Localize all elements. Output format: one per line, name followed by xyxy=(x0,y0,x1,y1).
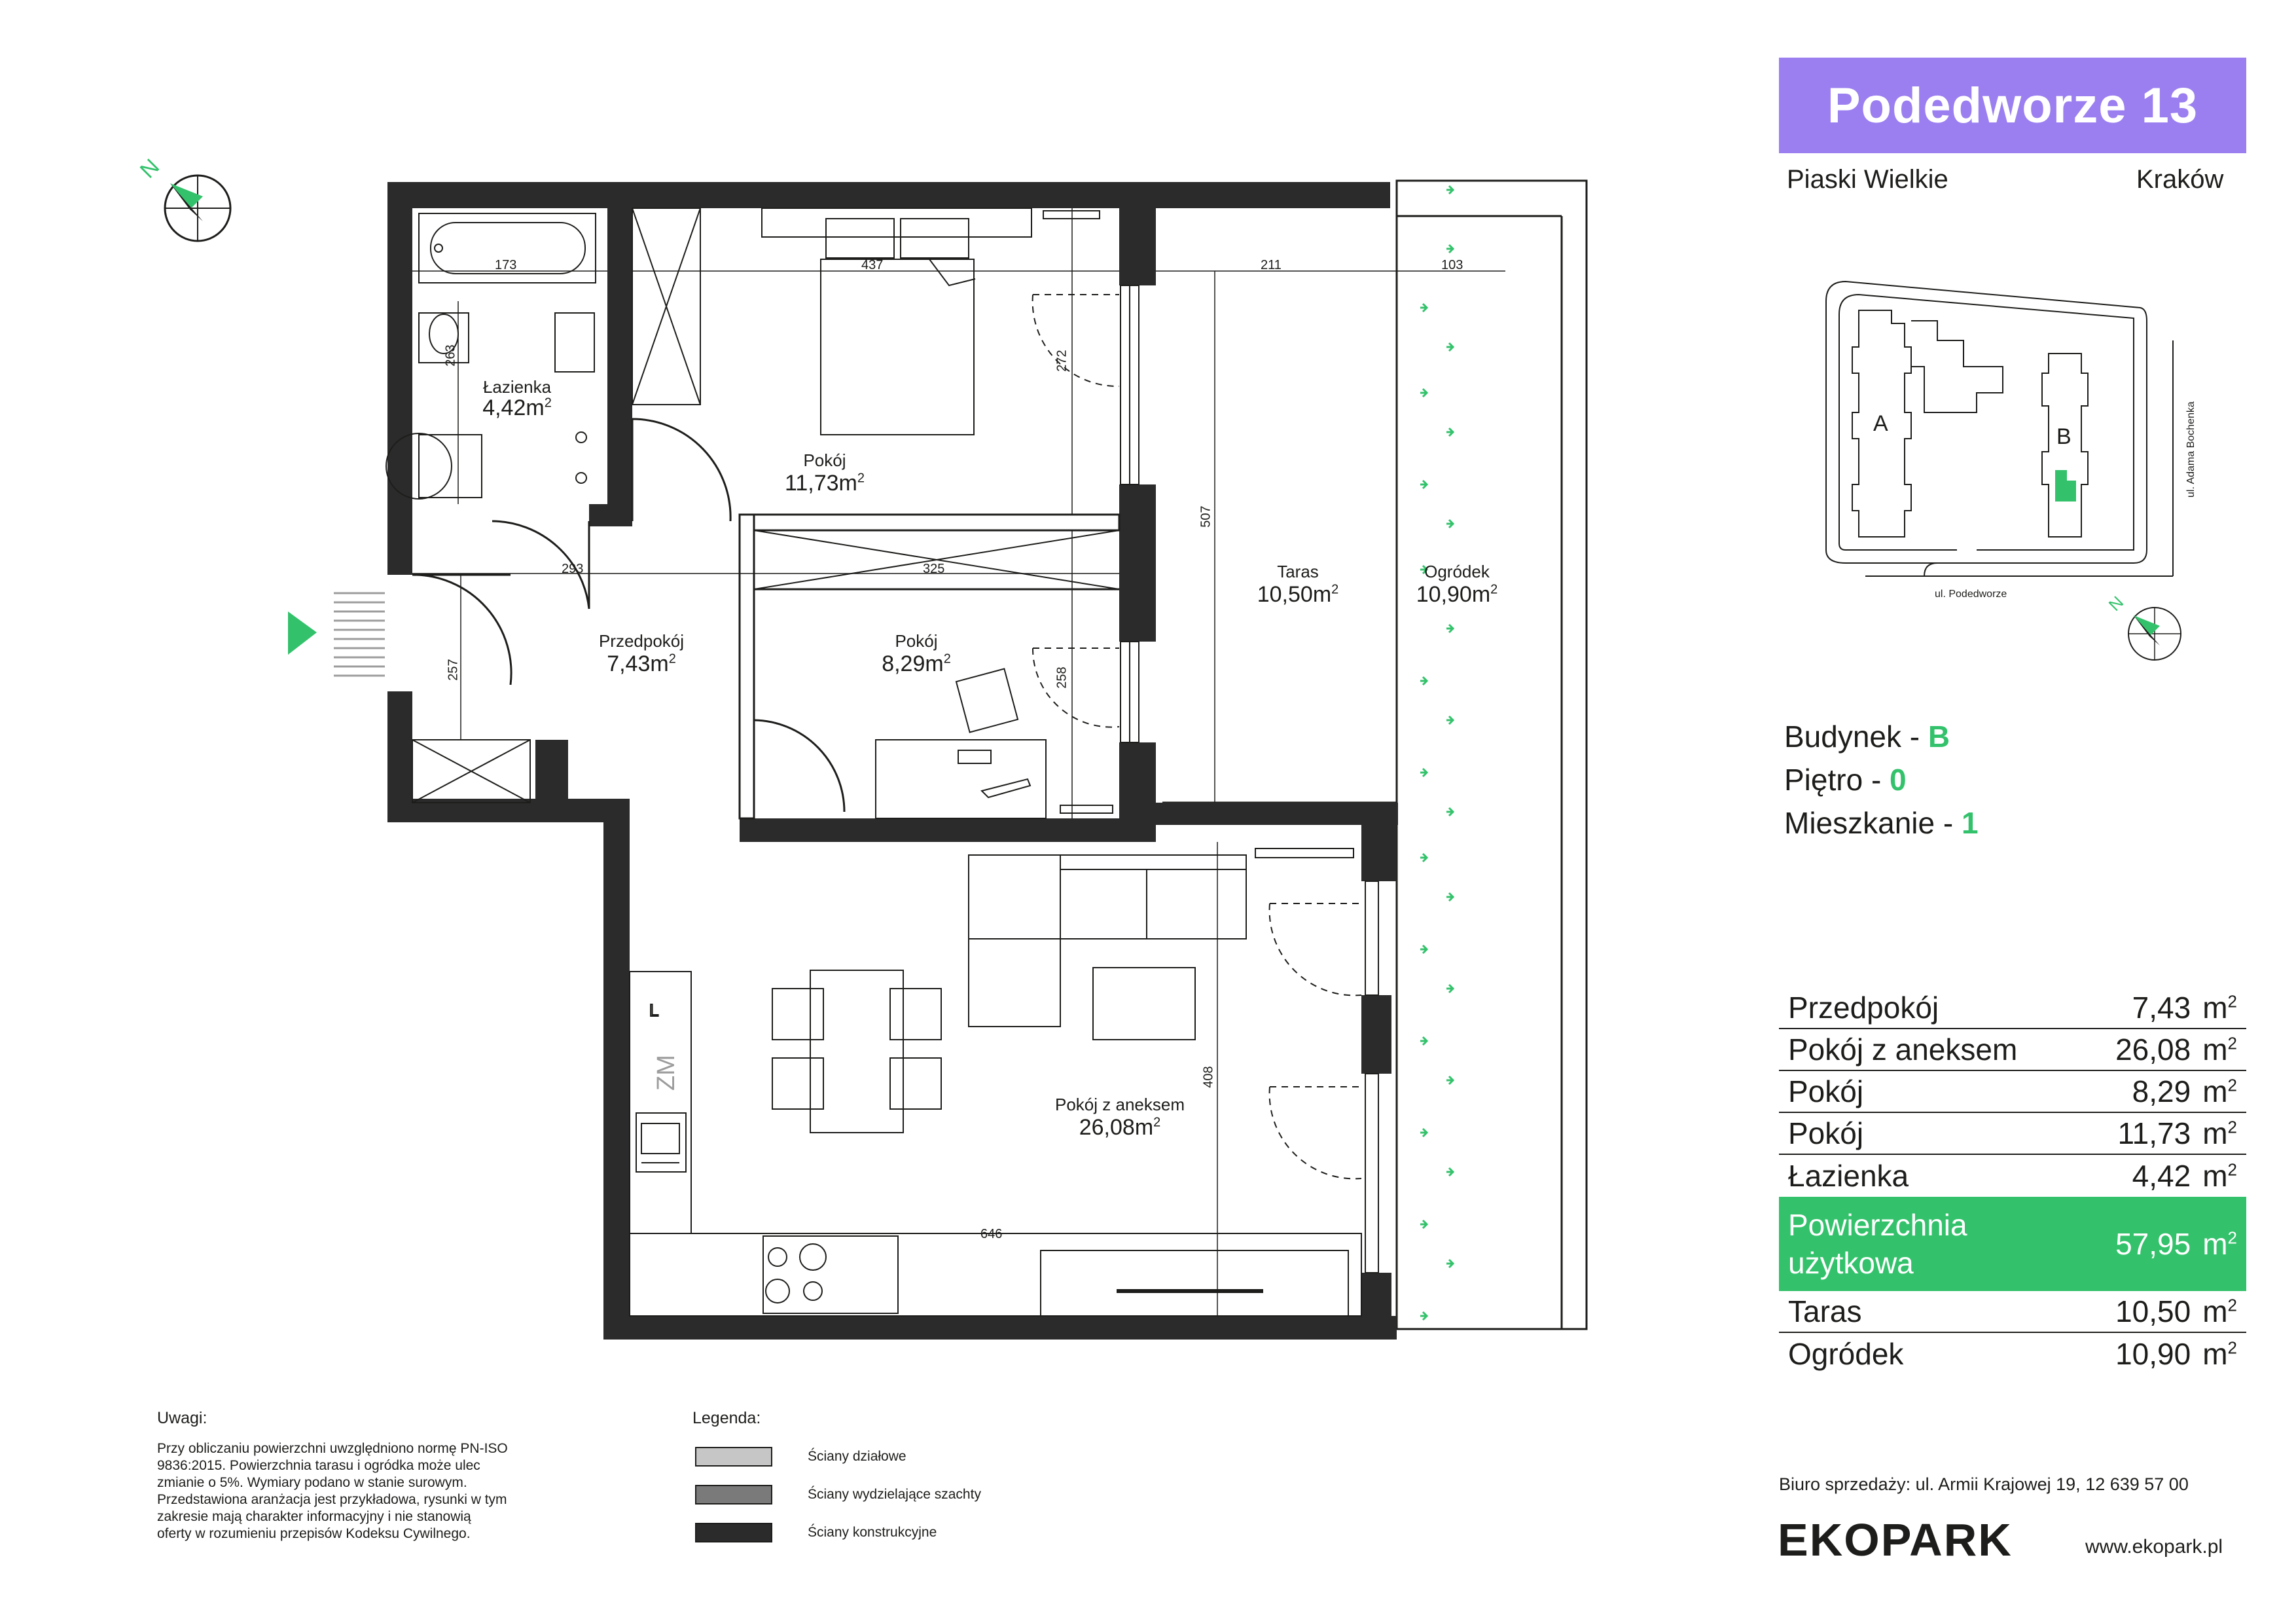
area-value: 10,90 xyxy=(2115,1337,2191,1371)
area-row: Pokój z aneksem 26,08 $m^2$ xyxy=(1779,1029,2246,1071)
area-value: 10,50 xyxy=(2115,1294,2191,1328)
total-area-label xyxy=(1788,1206,1967,1282)
notes-body xyxy=(157,1440,576,1542)
room-label-terrace: Taras $10,50m^2$ xyxy=(1236,562,1360,608)
building-b-label: B xyxy=(2056,424,2072,449)
north-compass-icon xyxy=(135,155,230,241)
dim-label: 211 xyxy=(1261,258,1282,272)
area-row: Łazienka 4,42 $m^2$ xyxy=(1788,1159,2237,1193)
area-unit: m xyxy=(2202,1294,2228,1328)
entry-arrow-icon xyxy=(288,611,317,655)
note-line: Przy obliczaniu powierzchni uwzględniono normę PN-ISO xyxy=(157,1441,508,1456)
site-plan xyxy=(1806,262,2199,681)
area-label: Taras xyxy=(1788,1294,1862,1328)
legend-item xyxy=(695,1485,981,1504)
dim-label: 257 xyxy=(446,659,461,681)
area-unit: m xyxy=(2202,1159,2228,1193)
zm-label: ZM xyxy=(653,1055,680,1091)
note-line: zmianie o 5%. Wymiary podano w stanie surowym. xyxy=(157,1475,467,1490)
legend-title: Legenda: xyxy=(692,1409,761,1427)
ekopark-logo: EKOPARK xyxy=(1778,1514,2013,1565)
area-row: Przedpokój 7,43 $m^2$ xyxy=(1779,987,2246,1029)
door-mat xyxy=(334,593,385,676)
area-value: 8,29 xyxy=(2132,1074,2191,1108)
washbasin xyxy=(555,313,594,372)
location-district: Piaski Wielkie xyxy=(1787,165,1948,194)
area-table xyxy=(1779,987,2246,1375)
area-label: Pokój xyxy=(1788,1074,1864,1108)
legend-label: Ściany wydzielające szachty xyxy=(808,1487,981,1502)
dim-label: 408 xyxy=(1201,1066,1216,1088)
room-label-garden: Ogródek $10,90m^2$ xyxy=(1398,562,1516,608)
area-value: 4,42 xyxy=(2132,1159,2191,1193)
street-label: ul. Adama Bochenka xyxy=(2185,401,2197,498)
dim-label: 263 xyxy=(443,344,458,367)
area-unit: m xyxy=(2202,1074,2228,1108)
room-area: 10,50m xyxy=(1257,582,1332,607)
room-area: 10,90m xyxy=(1416,582,1491,607)
room-name: Pokój z aneksem xyxy=(1055,1095,1185,1114)
coffee-table xyxy=(1093,968,1195,1040)
sofa xyxy=(969,855,1246,939)
area-value: 11,73 xyxy=(2117,1116,2191,1150)
dim-label: 646 xyxy=(980,1227,1003,1241)
room-name: Łazienka xyxy=(482,377,552,397)
legend-swatch-partition xyxy=(695,1447,772,1467)
area-label: Ogródek xyxy=(1788,1337,1904,1371)
garden-arrows xyxy=(1420,186,1453,1320)
room-name: Przedpokój xyxy=(598,631,685,651)
legend-swatch-structural xyxy=(695,1523,772,1542)
total-area-value: 57,95 xyxy=(2115,1227,2191,1261)
room-name: Pokój xyxy=(803,450,846,470)
apartment-info xyxy=(1784,805,1979,841)
room-area: 8,29m xyxy=(882,651,944,676)
kitchen-counter-left xyxy=(630,972,691,1233)
note-line: zakresie mają charakter informacyjny i nie stanowią xyxy=(157,1509,471,1524)
area-unit: m xyxy=(2202,991,2228,1025)
dim-label: 103 xyxy=(1441,258,1463,272)
room-area: 7,43m xyxy=(607,651,669,676)
area-label: Pokój z aneksem xyxy=(1788,1032,2018,1067)
room-area: 26,08m xyxy=(1079,1115,1154,1140)
location-city: Kraków xyxy=(2136,165,2224,194)
svg-text:L: L xyxy=(649,1000,659,1020)
area-row: Ogródek 10,90 $m^2$ xyxy=(1788,1337,2237,1371)
legend-label: Ściany konstrukcyjne xyxy=(808,1525,937,1540)
garden-strip xyxy=(1397,181,1587,1329)
area-label: Pokój xyxy=(1788,1116,1864,1150)
apartment-label: Mieszkanie - xyxy=(1784,806,1962,840)
room-name: Taras xyxy=(1277,562,1319,581)
dim-label: 507 xyxy=(1198,505,1213,528)
building-value: B xyxy=(1928,720,1950,754)
area-row: Pokój 11,73 $m^2$ xyxy=(1779,1113,2246,1155)
site-compass-icon xyxy=(2105,592,2181,660)
legend-label: Ściany działowe xyxy=(808,1449,906,1464)
room-label-small-room: Pokój $8,29m^2$ xyxy=(857,631,975,677)
dining-table xyxy=(810,970,903,1133)
room-name: Ogródek xyxy=(1424,562,1490,581)
area-value: 26,08 xyxy=(2115,1032,2191,1067)
svg-text:N: N xyxy=(2104,592,2128,615)
desk xyxy=(876,740,1046,818)
area-label: Przedpokój xyxy=(1788,991,1939,1025)
note-line: oferty w rozumieniu przepisów Kodeksu Cywilnego. xyxy=(157,1526,471,1541)
area-label: Łazienka xyxy=(1788,1159,1909,1193)
area-unit: m xyxy=(2202,1032,2228,1067)
floor-value: 0 xyxy=(1890,763,1907,797)
building-info xyxy=(1784,719,1950,754)
legend-item xyxy=(695,1523,981,1542)
area-unit: m xyxy=(2202,1337,2228,1371)
room-area: 11,73m xyxy=(784,471,857,496)
building-label: Budynek - xyxy=(1784,720,1928,754)
area-value: 7,43 xyxy=(2132,991,2191,1025)
building-a-label: A xyxy=(1873,411,1888,436)
dim-label: 325 xyxy=(923,562,945,576)
room-label-living: Pokój z aneksem $26,08m^2$ xyxy=(1031,1095,1208,1140)
sales-office: Biuro sprzedaży: ul. Armii Krajowej 19, 12 639 57 00 xyxy=(1779,1474,2189,1494)
window-swings xyxy=(1033,295,1361,1178)
legend-item xyxy=(695,1447,981,1467)
room-name: Pokój xyxy=(895,631,938,651)
room-area: 4,42m xyxy=(482,395,545,420)
kitchen-counter-bottom xyxy=(630,1233,1361,1316)
website-link[interactable]: www.ekopark.pl xyxy=(2085,1536,2223,1558)
total-label-line-1: Powierzchnia xyxy=(1788,1208,1967,1242)
dim-label: 173 xyxy=(495,258,517,272)
area-unit: m xyxy=(2202,1227,2228,1261)
structural-walls xyxy=(387,182,1398,1340)
area-unit: m xyxy=(2202,1116,2228,1150)
note-line: 9836:2015. Powierzchnia tarasu i ogródka może ulec xyxy=(157,1458,480,1473)
notes-title: Uwagi: xyxy=(157,1409,207,1427)
legend-swatch-shaft xyxy=(695,1485,772,1504)
room-label-bedroom: Pokój $11,73m^2$ xyxy=(759,450,890,496)
title-banner xyxy=(1779,58,2246,153)
floor-label: Piętro - xyxy=(1784,763,1890,797)
dim-label: 272 xyxy=(1054,350,1069,372)
note-line: Przedstawiona aranżacja jest przykładowa, rysunki w tym xyxy=(157,1492,507,1507)
dim-label: 258 xyxy=(1054,666,1069,689)
total-label-line-2: użytkowa xyxy=(1788,1246,1914,1280)
page-title: Podedworze 13 xyxy=(1827,77,2198,134)
svg-text:N: N xyxy=(135,154,165,183)
dim-label: 437 xyxy=(861,258,884,272)
apartment-highlight xyxy=(2055,470,2076,501)
street-label: ul. Podedworze xyxy=(1935,589,2007,600)
dim-label: 293 xyxy=(562,562,584,576)
area-row: Taras 10,50 $m^2$ xyxy=(1779,1291,2246,1333)
floor-info xyxy=(1784,762,1907,797)
room-label-bathroom: Łazienka $4,42m^2$ xyxy=(471,378,563,421)
desk-chair xyxy=(956,669,1018,733)
apartment-value: 1 xyxy=(1961,806,1979,840)
area-row: Pokój 8,29 $m^2$ xyxy=(1779,1071,2246,1113)
total-area-row: Powierzchnia użytkowa 57,95 $m^2$ xyxy=(1779,1197,2246,1291)
legend xyxy=(695,1447,981,1542)
room-label-hall: Przedpokój $7,43m^2$ xyxy=(576,631,707,677)
